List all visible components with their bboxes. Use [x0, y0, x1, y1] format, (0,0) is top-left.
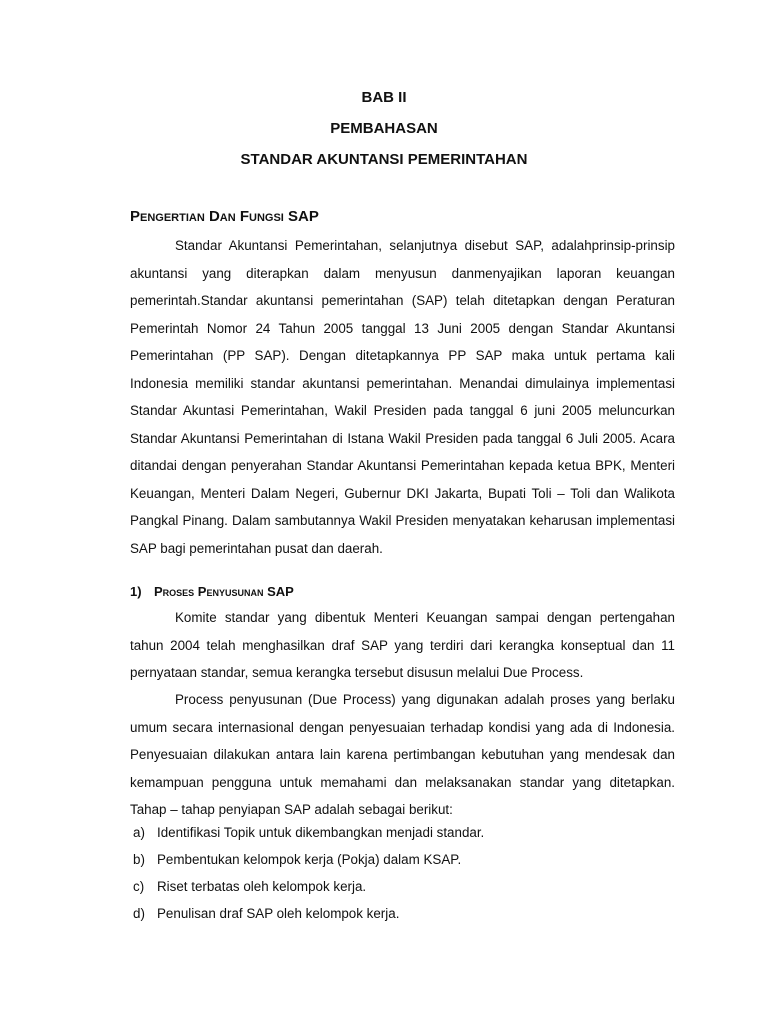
subsection-paragraph-2: Process penyusunan (Due Process) yang digunakan adalah proses yang berlaku umum secara internasional dengan penyesuaian terhadap kondisi yang ada di Indonesia. Penyesuaian dilakukan antara lain karena pertimbangan kebutuhan yang mendesak dan kemampuan pengguna untuk memahami dan melaksanakan standar yang ditetapkan. Tahap – tahap penyiapan SAP adalah sebagai berikut:	[130, 692, 675, 817]
chapter-label: BAB II	[361, 89, 407, 106]
list-item	[130, 819, 675, 846]
subsection-number: 1)	[130, 584, 142, 599]
list-item-text: Pembentukan kelompok kerja (Pokja) dalam KSAP.	[157, 852, 462, 867]
steps-list	[130, 819, 675, 927]
list-item	[130, 846, 675, 873]
list-item	[130, 900, 675, 927]
intro-paragraph: Standar Akuntansi Pemerintahan, selanjutnya disebut SAP, adalahprinsip-prinsip akuntansi yang diterapkan dalam menyusun danmenyajikan laporan keuangan pemerintah.Standar akuntansi pemerintahan (SAP) telah ditetapkan dengan Peraturan Pemerintah Nomor 24 Tahun 2005 tanggal 13 Juni 2005 dengan Standar Akuntansi Pemerintahan (PP SAP). Dengan ditetapkannya PP SAP maka untuk pertama kali Indonesia memiliki standar akuntansi pemerintahan. Menandai dimulainya implementasi Standar Akuntasi Pemerintahan, Wakil Presiden pada tanggal 6 juni 2005 meluncurkan Standar Akuntansi Pemerintahan di Istana Wakil Presiden pada tanggal 6 Juli 2005. Acara ditandai dengan penyerahan Standar Akuntansi Pemerintahan kepada ketua BPK, Menteri Keuangan, Menteri Dalam Negeri, Gubernur DKI Jakarta, Bupati Toli – Toli dan Walikota Pangkal Pinang. Dalam sambutannya Wakil Presiden menyatakan keharusan implementasi SAP bagi pemerintahan pusat dan daerah.	[130, 238, 675, 556]
subsection-heading	[130, 584, 294, 599]
list-marker: d)	[133, 906, 145, 921]
list-marker: a)	[133, 825, 145, 840]
list-item-text: Identifikasi Topik untuk dikembangkan menjadi standar.	[157, 825, 485, 840]
subsection-paragraph-1: Komite standar yang dibentuk Menteri Keuangan sampai dengan pertengahan tahun 2004 telah menghasilkan draf SAP yang terdiri dari kerangka konseptual dan 11 pernyataan standar, semua kerangka tersebut disusun melalui Due Process.	[130, 610, 675, 680]
document-title: STANDAR AKUNTANSI PEMERINTAHAN	[240, 151, 528, 168]
list-marker: c)	[133, 879, 145, 894]
subsection-title: Proses Penyusunan SAP	[154, 584, 294, 599]
list-item-text: Riset terbatas oleh kelompok kerja.	[157, 879, 367, 894]
list-marker: b)	[133, 852, 145, 867]
chapter-subtitle: PEMBAHASAN	[330, 120, 438, 137]
list-item	[130, 873, 675, 900]
section-heading: Pengertian Dan Fungsi SAP	[130, 208, 319, 225]
list-item-text: Penulisan draf SAP oleh kelompok kerja.	[157, 906, 400, 921]
